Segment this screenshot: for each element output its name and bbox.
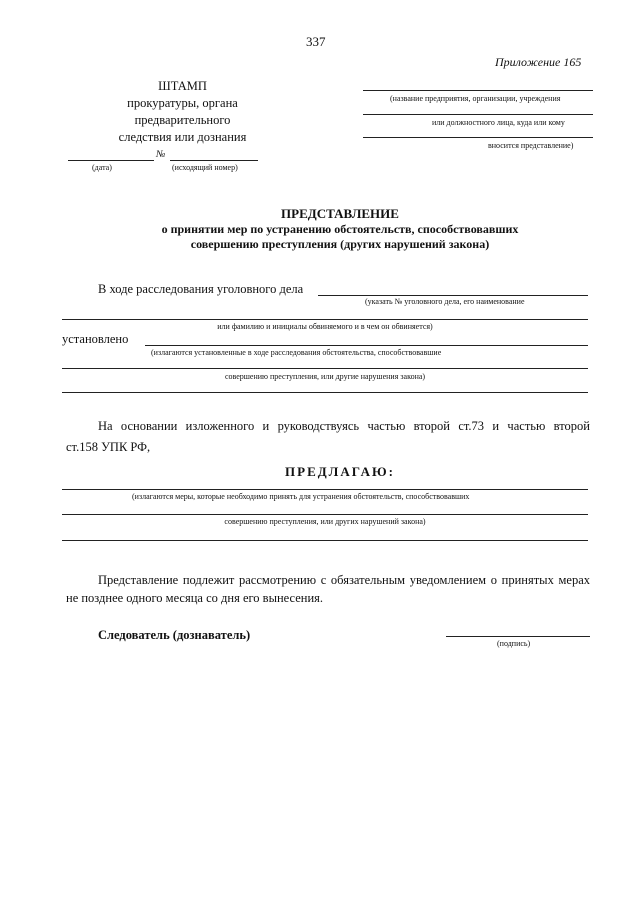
case-hint: или фамилию и инициалы обвиняемого и в чем он обвиняется): [217, 322, 433, 331]
stamp-line: предварительного: [134, 113, 231, 127]
outgoing-number-label: (исходящий номер): [172, 163, 238, 172]
case-hint: (излагаются установленные в ходе расследования обстоятельства, способствовавшие: [151, 348, 442, 357]
case-hint: (указать № уголовного дела, его наименование: [365, 297, 525, 306]
page-number: 337: [306, 34, 326, 49]
case-fill-line: [318, 295, 588, 296]
propose-fill-line: [62, 540, 588, 541]
stamp-block: [95, 78, 270, 146]
stamp-line: следствия или дознания: [118, 130, 247, 144]
stamp-line: прокуратуры, органа: [127, 96, 238, 110]
basis-text: ст.158 УПК РФ,: [66, 440, 151, 454]
propose-fill-line: [62, 489, 588, 490]
document-subtitle: совершению преступления (других нарушений закона): [190, 237, 490, 251]
propose-heading: ПРЕДЛАГАЮ:: [285, 464, 395, 479]
propose-hint: совершению преступления, или других нарушений закона): [224, 517, 426, 526]
date-line: [68, 160, 154, 161]
review-text: Представление подлежит рассмотрению с обязательным уведомлением о принятых мерах: [98, 573, 590, 587]
review-text: не позднее одного месяца со дня его вынесения.: [66, 591, 324, 605]
basis-text: На основании изложенного и руководствуясь частью второй ст.73 и частью второй: [98, 419, 590, 433]
appendix-label: Приложение 165: [495, 55, 582, 69]
case-intro: В ходе расследования уголовного дела: [98, 282, 304, 296]
outgoing-number-line: [170, 160, 258, 161]
recipient-line: [363, 114, 593, 115]
recipient-hint: вносится представление): [488, 141, 574, 150]
case-fill-line: [62, 319, 588, 320]
signature-hint: (подпись): [497, 639, 531, 648]
signature-line: [446, 636, 590, 637]
date-label: (дата): [92, 163, 112, 172]
recipient-line: [363, 90, 593, 91]
number-sign: №: [156, 149, 166, 160]
recipient-hint: (название предприятия, организации, учреждения: [390, 94, 561, 103]
case-fill-line: [145, 345, 588, 346]
stamp-title: ШТАМП: [158, 79, 207, 93]
propose-fill-line: [62, 514, 588, 515]
propose-hint: (излагаются меры, которые необходимо принять для устранения обстоятельств, способствовавших: [132, 492, 470, 501]
established-label: установлено: [62, 332, 129, 346]
recipient-hint: или должностного лица, куда или кому: [432, 118, 565, 127]
document-title: ПРЕДСТАВЛЕНИЕ: [281, 206, 399, 221]
case-fill-line: [62, 368, 588, 369]
case-fill-line: [62, 392, 588, 393]
signature-role: Следователь (дознаватель): [98, 628, 251, 642]
document-subtitle: о принятии мер по устранению обстоятельств, способствовавших: [161, 222, 519, 236]
case-hint: совершению преступления, или другие нарушения закона): [224, 372, 426, 381]
recipient-line: [363, 137, 593, 138]
